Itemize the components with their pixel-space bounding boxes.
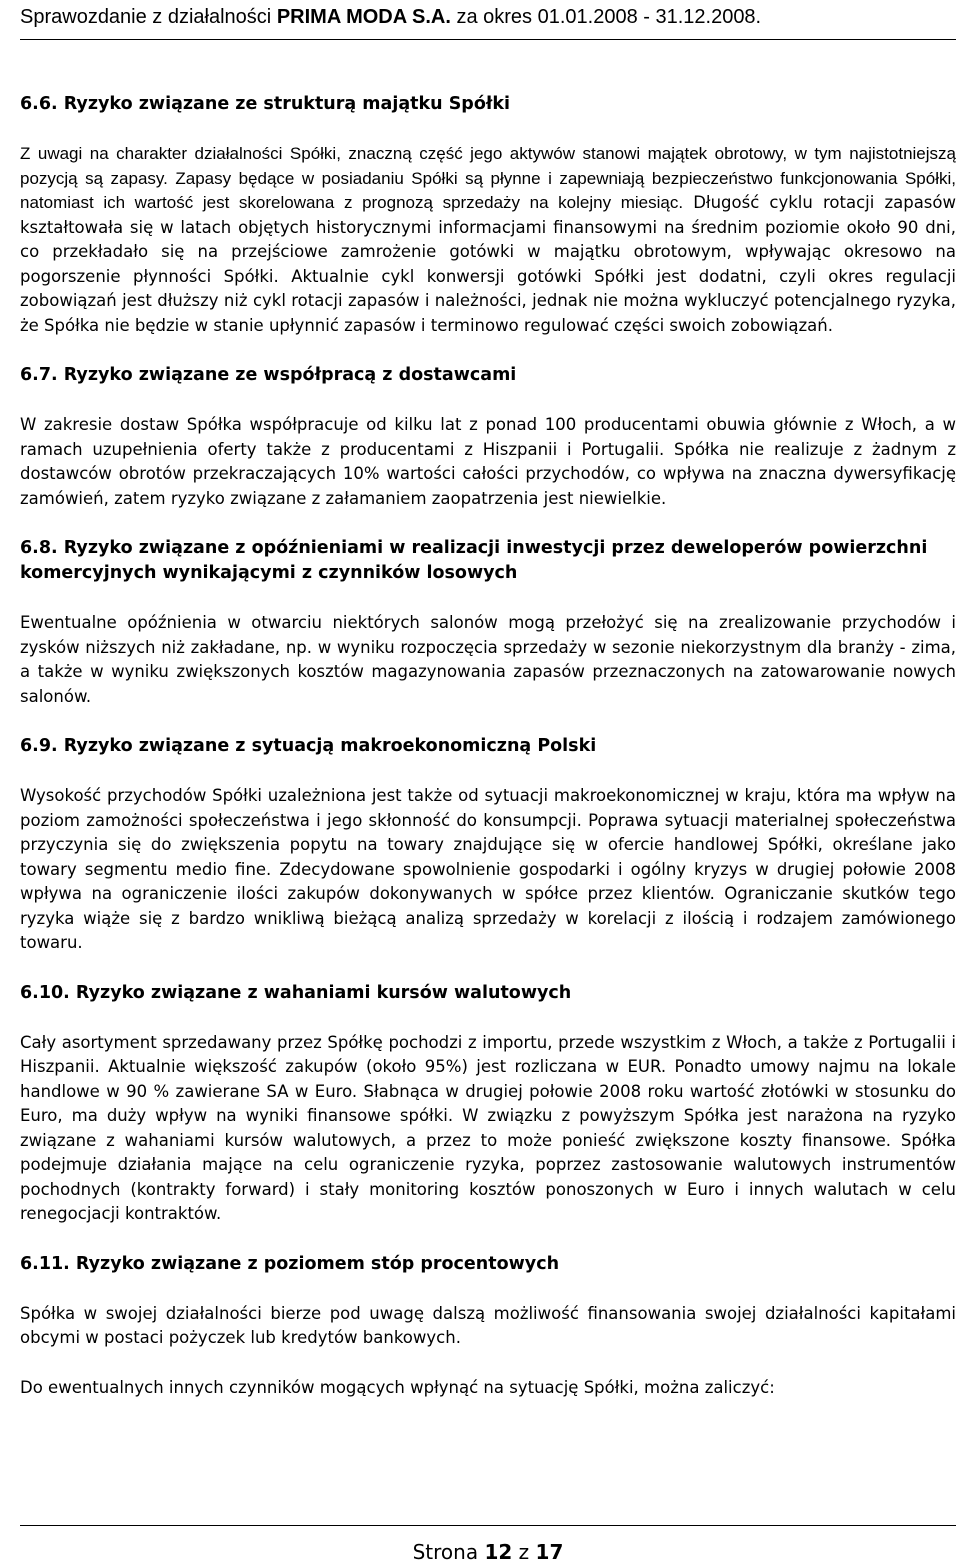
section-6-7-paragraph: W zakresie dostaw Spółka współpracuje od kilku lat z ponad 100 producentami obuwia głównie z Włoch, a w ramach uzupełnienia oferty także z producentami z Hiszpanii i Portugalii. Spółka nie realizuje z żadnym z dostawców obrotów przekraczających 10% wartości całości przychodów, co wpływa na znaczna dywersyfikację zamówień, zatem ryzyko związane z załamaniem zaopatrzenia jest niewielkie.: [20, 415, 956, 508]
header-prefix: Sprawozdanie z działalności: [20, 6, 277, 28]
footer-prefix: Strona: [412, 1540, 485, 1564]
section-6-6-text-part1: Z uwagi na charakter działalności Spółki, znaczną część jego aktywów stanowi majątek obrotowy, w tym najistotniejszą pozycją są zapasy. Zapasy będące w posiadaniu Spółki są płynne i zapewniają bezpieczeństwo funkcjonowania Spółki, natomiast ich wartość jest skorelowana z prognozą sprzedaży na kolejny miesiąc.: [20, 144, 956, 212]
section-6-7-title: 6.7. Ryzyko związane ze współpracą z dostawcami: [20, 365, 517, 385]
header-company: PRIMA MODA S.A.: [276, 6, 451, 28]
header-divider: [20, 39, 956, 40]
footer-divider: [20, 1525, 956, 1526]
section-6-9-title: 6.9. Ryzyko związane z sytuacją makroekonomiczną Polski: [20, 736, 597, 756]
section-6-11-closing-line: Do ewentualnych innych czynników mogących wpłynąć na sytuację Spółki, można zaliczyć:: [20, 1377, 775, 1397]
section-6-8-title: 6.8. Ryzyko związane z opóźnieniami w realizacji inwestycji przez deweloperów powierzchni komercyjnych wynikającymi z czynników losowych: [20, 538, 928, 583]
section-6-6-title: 6.6. Ryzyko związane ze strukturą majątku Spółki: [20, 94, 510, 114]
section-6-9-paragraph: Wysokość przychodów Spółki uzależniona jest także od sytuacji makroekonomicznej w kraju, która ma wpływ na poziom zamożności społeczeństwa i jego skłonność do konsumpcji. Poprawa sytuacji materialnej społeczeństwa przyczynia się do zwiększenia popytu na towary znajdujące się w ofercie handlowej Spółki, określane jako towary segmentu medio fine. Zdecydowane spowolnienie gospodarki i ogólny kryzys w drugiej połowie 2008 wpływa na ograniczenie ilości zakupów dokonywanych w spółce przez klientów. Ograniczanie skutków tego ryzyka wiąże się z bardzo wnikliwą bieżącą analizą sprzedaży w korelacji z ilością i rodzajem zamówionego towaru.: [20, 786, 956, 952]
page-header: [20, 4, 950, 30]
footer-middle: z: [512, 1540, 536, 1564]
section-6-10-paragraph: Cały asortyment sprzedawany przez Spółkę pochodzi z importu, przede wszystkim z Włoch, a także z Portugalii i Hiszpanii. Aktualnie większość zakupów (około 95%) jest rozliczana w EUR. Ponadto umowy najmu na lokale handlowe w 90 % zawierane SA w Euro. Słabnąca w drugiej połowie 2008 roku wartość złotówki w stosunku do Euro, ma duży wpływ na wyniki finansowe spółki. W związku z powyższym Spółka jest narażona na ryzyko związane z wahaniami kursów walutowych, a przez to może ponieść zwiększone koszty finansowe. Spółka podejmuje działania mające na celu ograniczenie ryzyka, poprzez zastosowanie walutowych instrumentów pochodnych (kontrakty forward) i stały monitoring kosztów ponoszonych w Euro i innych walutach w celu renegocjacji kontraktów.: [20, 1032, 956, 1223]
section-6-10-title: 6.10. Ryzyko związane z wahaniami kursów walutowych: [20, 982, 572, 1003]
page-footer: [0, 1541, 960, 1563]
footer-total-pages: 17: [535, 1540, 564, 1564]
section-6-6-paragraph: [20, 142, 956, 338]
document-body: [20, 92, 956, 1400]
header-suffix: za okres 01.01.2008 - 31.12.2008.: [450, 6, 762, 28]
section-6-8-paragraph: Ewentualne opóźnienia w otwarciu niektórych salonów mogą przełożyć się na zrealizowanie przychodów i zysków niższych niż zakładane, np. w wyniku rozpoczęcia sprzedaży w sezonie niekorzystnym dla branży - zima, a także w wyniku zwiększonych kosztów magazynowania zapasów przeznaczonych na zatowarowanie nowych salonów.: [20, 613, 956, 706]
section-6-6-text-part2: Długość cyklu rotacji zapasów kształtowała się w latach objętych historycznymi informacjami finansowymi na średnim poziomie około 90 dni, co przekładało się na przejściowe zamrożenie gotówki w majątku obrotowym, wpływając okresowo na pogorszenie płynności Spółki. Aktualnie cykl konwersji gotówki Spółki jest dodatni, czyli okres regulacji zobowiązań jest dłuższy niż cykl rotacji zapasów i należności, jednak nie można wykluczyć potencjalnego ryzyka, że Spółka nie będzie w stanie upłynnić zapasów i terminowo regulować części swoich zobowiązań.: [20, 193, 956, 335]
footer-current-page: 12: [484, 1540, 513, 1564]
section-6-11-paragraph: Spółka w swojej działalności bierze pod uwagę dalszą możliwość finansowania swojej działalności kapitałami obcymi w postaci pożyczek lub kredytów bankowych.: [20, 1303, 956, 1347]
section-6-11-title: 6.11. Ryzyko związane z poziomem stóp procentowych: [20, 1253, 560, 1274]
